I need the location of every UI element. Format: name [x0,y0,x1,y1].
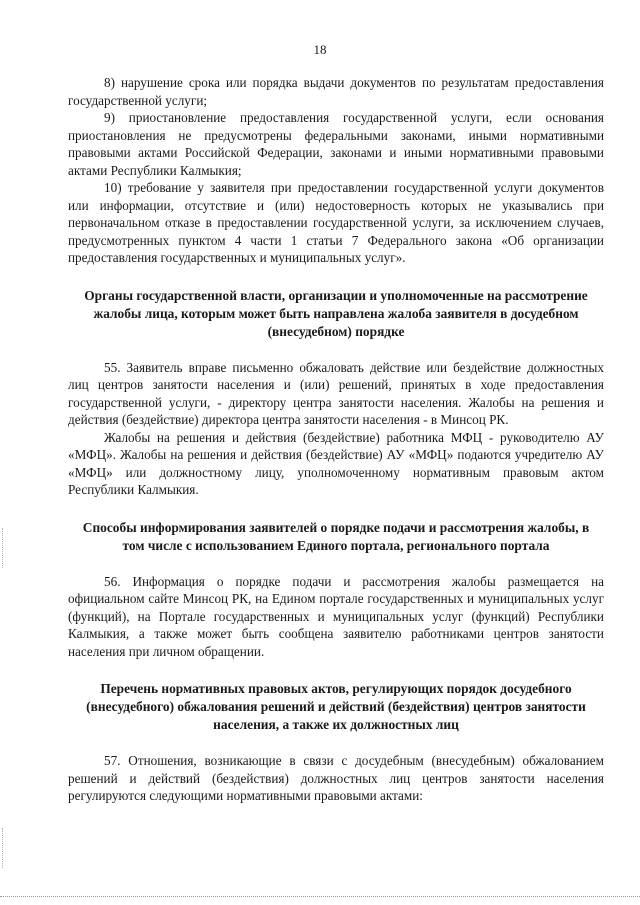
list-item-10: 10) требование у заявителя при предоставлении государственной услуги документов или информации, отсутствие и (или) недостоверность которых не указывались при первоначальном отказе в предоставлении государственной услуги, за исключением случаев, предусмотренных пунктом 4 части 1 статьи 7 Федерального закона «Об организации предоставления государственных и муниципальных услуг». [68,180,604,265]
scan-artifact-left-lower [2,828,4,868]
document-body [68,74,604,805]
section-heading-informing: Способы информирования заявителей о порядке подачи и рассмотрения жалобы, в том числе с использованием Единого портала, регионального портала [82,519,590,553]
paragraph-57: 57. Отношения, возникающие в связи с досудебным (внесудебным) обжалованием решений и действий (бездействия) должностных лиц центров занятости населения регулируются следующими нормативными правовыми актами: [68,753,604,803]
page-number: 18 [313,42,327,57]
paragraph-55: 55. Заявитель вправе письменно обжаловать действие или бездействие должностных лиц центров занятости населения и (или) решений, принятых в ходе предоставления государственной услуги, - директору центра занятости населения. Жалобы на решения и действия (бездействие) директора центра занятости населения - в Минсоц РК. [68,359,604,427]
section-heading-authorities: Органы государственной власти, организации и уполномоченные на рассмотрение жалобы лица, которым может быть направлена жалоба заявителя в досудебном (внесудебном) порядке [84,287,588,339]
list-item-8: 8) нарушение срока или порядка выдачи документов по результатам предоставления государственной услуги; [68,75,604,108]
section-heading-regulations: Перечень нормативных правовых актов, регулирующих порядок досудебного (внесудебного) обжалования решений и действий (бездействия) центров занятости населения, а также их должностных лиц [86,681,586,732]
paragraph-55-mfc: Жалобы на решения и действия (бездействие) работника МФЦ - руководителю АУ «МФЦ». Жалобы на решения и действия (бездействие) АУ «МФЦ» подаются учредителю АУ «МФЦ» или должностному лицу, уполномоченному нормативным правовым актом Республики Калмыкия. [68,429,604,497]
scan-artifact-left-upper [2,528,4,568]
paragraph-56: 56. Информация о порядке подачи и рассмотрения жалобы размещается на официальном сайте Минсоц РК, на Едином портале государственных и муниципальных услуг (функций), на Портале государственных и муниципальных услуг (функций) Республики Калмыкия, а также может быть сообщена заявителю работниками центров занятости населения при личном обращении. [68,573,604,659]
scan-artifact-bottom-edge [0,896,640,898]
list-item-9: 9) приостановление предоставления государственной услуги, если основания приостановления не предусмотрены федеральными законами, иными нормативными правовыми актами Российской Федерации, законами и иными нормативными правовыми актами Республики Калмыкия; [68,110,604,178]
